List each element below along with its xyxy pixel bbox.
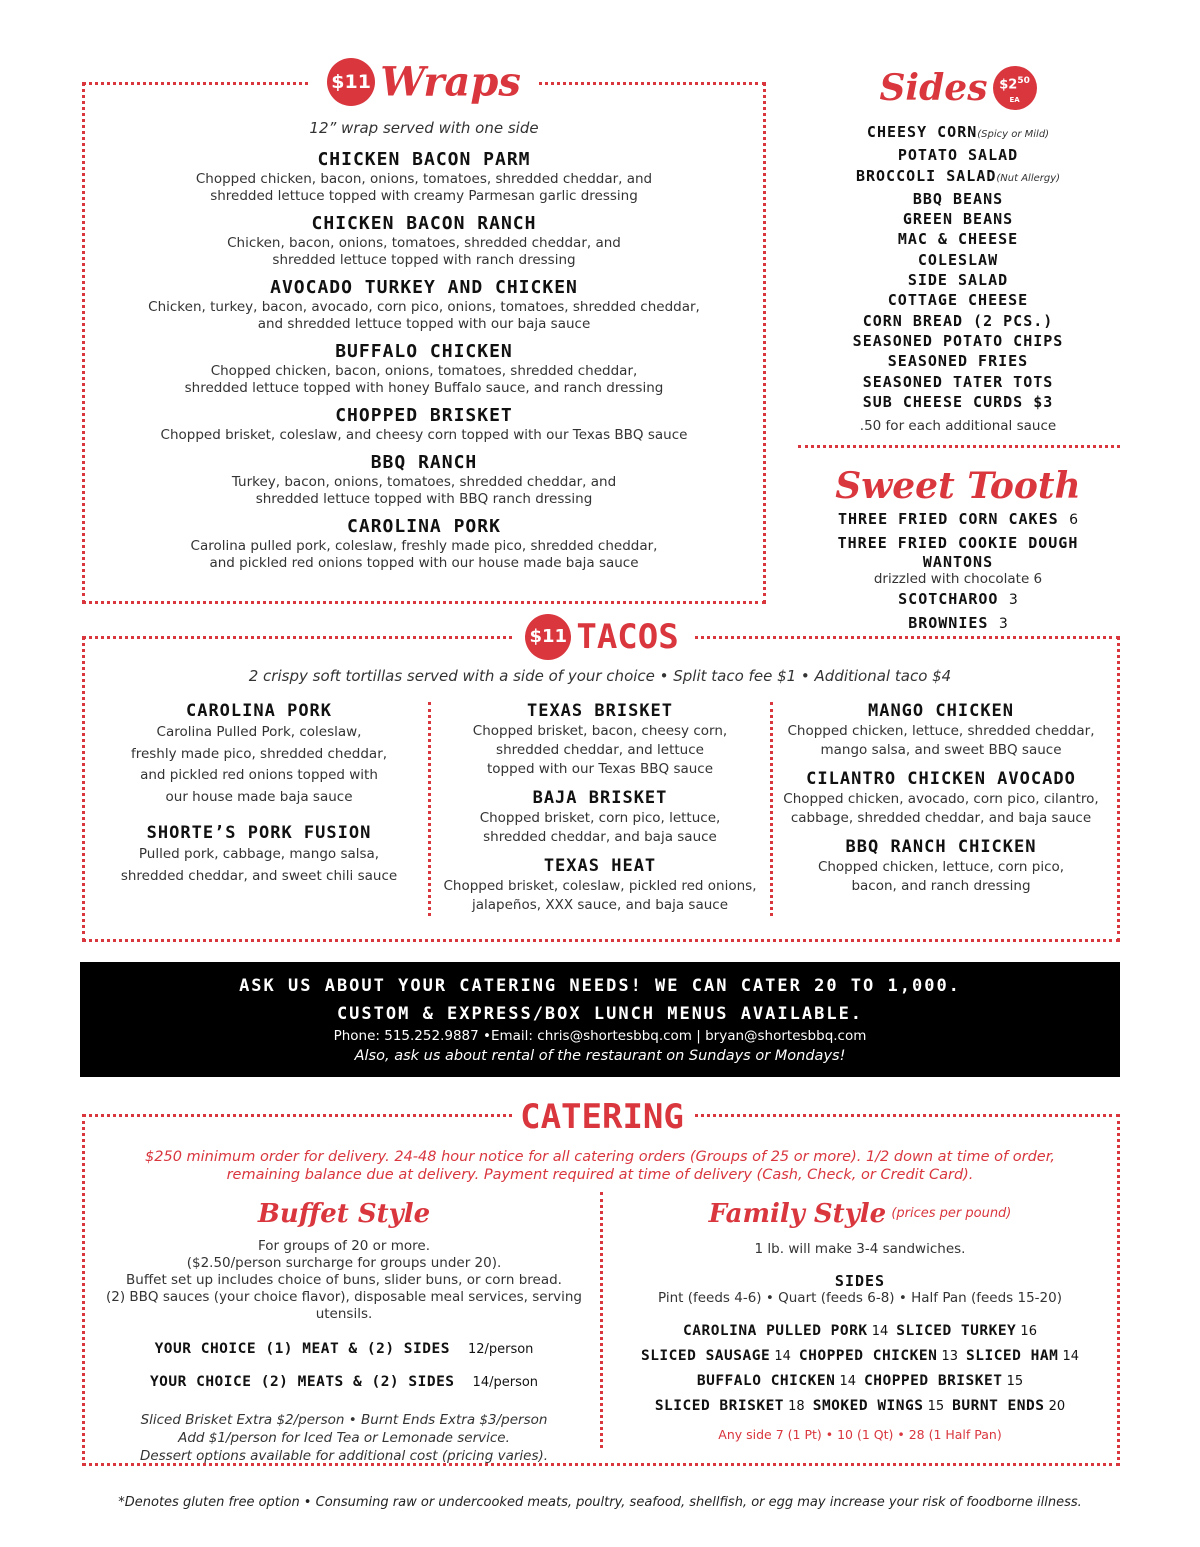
buffet-description-line: For groups of 20 or more. — [257, 1238, 431, 1254]
wrap-item-name: CHICKEN BACON RANCH — [311, 213, 537, 234]
family-meat-price: 14 — [1058, 1349, 1080, 1364]
tacos-title: TACOS — [576, 617, 679, 657]
wrap-item — [100, 516, 748, 572]
tacos-subtitle: 2 crispy soft tortillas served with a side of your choice • Split taco fee $1 • Additional taco $4 — [248, 667, 952, 685]
side-item — [800, 311, 1116, 331]
family-meat-name: BURNT ENDS — [952, 1398, 1045, 1414]
side-item-name: SEASONED FRIES — [887, 352, 1029, 371]
wrap-item-name: AVOCADO TURKEY AND CHICKEN — [270, 277, 578, 298]
footer-disclaimer: *Denotes gluten free option • Consuming raw or undercooked meats, poultry, seafood, shellfish, or egg may increase your risk of foodborne illness. — [118, 1495, 1082, 1510]
side-item-name: CHEESY CORN — [866, 123, 978, 141]
family-note: (prices per pound) — [891, 1206, 1012, 1221]
family-meat-item — [896, 1323, 1037, 1339]
family-meat-row — [608, 1394, 1112, 1419]
wrap-item-name: CAROLINA PORK — [347, 516, 501, 537]
wrap-item-description: Chicken, turkey, bacon, avocado, corn pico, onions, tomatoes, shredded cheddar, — [148, 299, 700, 315]
wraps-content — [100, 120, 748, 580]
taco-item-name: SHORTE’S PORK FUSION — [146, 823, 372, 843]
family-meat-item — [952, 1398, 1065, 1414]
taco-item-description: Chopped brisket, corn pico, lettuce, — [479, 810, 721, 826]
side-item-name: COTTAGE CHEESE — [887, 291, 1029, 310]
wrap-item-description: Chopped chicken, bacon, onions, tomatoes, shredded cheddar, — [210, 363, 638, 379]
wrap-item-description: Chopped brisket, coleslaw, and cheesy corn topped with our Texas BBQ sauce — [160, 427, 688, 443]
taco-item-description: our house made baja sauce — [165, 788, 353, 805]
wrap-item-description: Turkey, bacon, onions, tomatoes, shredded cheddar, and — [231, 474, 617, 490]
taco-item-description: topped with our Texas BBQ sauce — [486, 761, 714, 777]
wrap-item — [100, 405, 748, 444]
tacos-divider-1 — [428, 702, 431, 916]
tacos-price-badge: $11 — [525, 614, 571, 660]
family-meat-name: SLICED TURKEY — [896, 1323, 1017, 1339]
side-item-name: MAC & CHEESE — [897, 230, 1019, 249]
family-meat-item — [813, 1398, 944, 1414]
taco-item-description: shredded cheddar, and lettuce — [496, 742, 704, 758]
family-meat-item — [683, 1323, 888, 1339]
buffet-option — [92, 1366, 596, 1399]
family-meat-row — [608, 1369, 1112, 1394]
family-meat-price: 14 — [867, 1324, 889, 1339]
family-title: Family Style — [708, 1199, 887, 1229]
side-item-name: SIDE SALAD — [907, 271, 1009, 290]
family-sides-sizes: Pint (feeds 4-6) • Quart (feeds 6-8) • Half Pan (feeds 15-20) — [658, 1290, 1062, 1306]
buffet-note-line: Sliced Brisket Extra $2/person • Burnt Ends Extra $3/person — [140, 1412, 548, 1428]
family-meat-name: SLICED SAUSAGE — [640, 1348, 771, 1364]
family-meats — [608, 1319, 1112, 1419]
sweet-tooth-title: Sweet Tooth — [835, 465, 1081, 507]
catering-header — [512, 1094, 692, 1140]
family-meat-item — [864, 1373, 1023, 1389]
side-item-name: CORN BREAD (2 PCS.) — [862, 311, 1054, 330]
sides-price-cents: 50 — [1017, 76, 1030, 86]
tacos-divider-2 — [770, 702, 773, 916]
family-description: 1 lb. will make 3-4 sandwiches. — [754, 1241, 966, 1257]
taco-item-description: Chopped chicken, avocado, corn pico, cilantro, — [783, 791, 1099, 807]
family-meat-name: CAROLINA PULLED PORK — [683, 1323, 868, 1339]
buffet-options — [92, 1333, 596, 1399]
family-meat-name: SLICED BRISKET — [654, 1398, 785, 1414]
side-item-name: SEASONED POTATO CHIPS — [852, 331, 1064, 350]
family-meat-price: 20 — [1044, 1399, 1066, 1414]
taco-item-description: Chopped brisket, bacon, cheesy corn, — [472, 723, 728, 739]
family-meat-name: BUFFALO CHICKEN — [696, 1373, 836, 1389]
side-item-note: (Spicy or Mild) — [977, 129, 1050, 140]
buffet-note-line: Dessert options available for additional cost (pricing varies). — [139, 1448, 549, 1464]
taco-item — [440, 700, 760, 779]
side-item-name: BROCCOLI SALAD — [855, 166, 997, 185]
side-item — [800, 331, 1116, 351]
taco-item-name: TEXAS HEAT — [543, 856, 657, 876]
catering-divider — [600, 1192, 603, 1448]
family-meat-price: 14 — [770, 1349, 791, 1364]
family-meat-name: CHOPPED BRISKET — [864, 1373, 1003, 1389]
taco-item — [780, 700, 1102, 760]
family-meat-price: 18 — [784, 1399, 805, 1414]
buffet-title: Buffet Style — [257, 1199, 431, 1229]
taco-item-description: and pickled red onions topped with — [140, 767, 378, 783]
sides-price-dollars: $2 — [999, 77, 1018, 93]
wrap-item — [100, 277, 748, 333]
family-header — [608, 1196, 1112, 1235]
wraps-list — [100, 149, 748, 572]
wrap-item-name: CHICKEN BACON PARM — [317, 149, 531, 170]
family-meat-item — [799, 1348, 958, 1364]
side-item-name: COLESLAW — [917, 250, 999, 269]
buffet-notes — [92, 1411, 596, 1465]
side-item-note: (Nut Allergy) — [996, 172, 1061, 184]
wrap-item-description: and pickled red onions topped with our house made baja sauce — [209, 555, 639, 571]
dessert-name: THREE FRIED COOKIE DOUGH WANTONS — [837, 534, 1079, 571]
buffet-style — [92, 1196, 596, 1465]
side-item — [800, 229, 1116, 249]
buffet-option-name: YOUR CHOICE (2) MEATS & (2) SIDES — [149, 1374, 455, 1390]
side-item-name: BBQ BEANS — [912, 189, 1004, 208]
taco-item-description: mango salsa, and sweet BBQ sauce — [820, 742, 1062, 758]
side-item-name: SEASONED TATER TOTS — [862, 372, 1054, 391]
buffet-option-name: YOUR CHOICE (1) MEAT & (2) SIDES — [154, 1341, 450, 1357]
side-item — [800, 372, 1116, 392]
taco-item-description: shredded cheddar, and baja sauce — [483, 829, 717, 845]
dessert-price: 3 — [1004, 592, 1018, 608]
wrap-item-description: shredded lettuce topped with BBQ ranch dressing — [255, 491, 593, 507]
catering-banner — [80, 962, 1120, 1077]
banner-contact: Phone: 515.252.9887 •Email: chris@shortesbbq.com | bryan@shortesbbq.com — [333, 1028, 867, 1044]
dessert-item-name — [800, 590, 1116, 610]
buffet-note-line: Add $1/person for Iced Tea or Lemonade service. — [178, 1430, 510, 1446]
family-meat-price: 15 — [923, 1399, 945, 1414]
dessert-name: THREE FRIED CORN CAKES — [837, 510, 1059, 528]
wrap-item — [100, 213, 748, 269]
taco-item-description: cabbage, shredded cheddar, and baja sauce — [790, 810, 1092, 826]
dessert-price: 3 — [994, 616, 1008, 632]
taco-item-description: Carolina Pulled Pork, coleslaw, — [156, 724, 362, 740]
sides-price-badge — [993, 66, 1037, 110]
wraps-header — [310, 58, 538, 112]
side-item — [800, 290, 1116, 310]
taco-item-description: Pulled pork, cabbage, mango salsa, — [138, 846, 380, 862]
wrap-item — [100, 452, 748, 508]
wrap-item-description: Chopped chicken, bacon, onions, tomatoes, shredded cheddar, and — [195, 171, 653, 187]
wrap-item-name: BUFFALO CHICKEN — [335, 341, 513, 362]
taco-item-description: shredded cheddar, and sweet chili sauce — [120, 867, 398, 884]
buffet-description-line: ($2.50/person surcharge for groups under 20). — [186, 1255, 502, 1271]
catering-notice-line-1: $250 minimum order for delivery. 24-48 hour notice for all catering orders (Groups of 25 or more). 1/2 down at time of order, — [145, 1149, 1055, 1165]
taco-item — [780, 768, 1102, 828]
side-item-name: POTATO SALAD — [897, 146, 1019, 165]
wrap-item-description: shredded lettuce topped with ranch dressing — [272, 252, 576, 268]
sides-list — [800, 122, 1116, 435]
taco-item-name: TEXAS BRISKET — [526, 701, 674, 721]
family-meat-item — [641, 1348, 791, 1364]
side-item — [800, 145, 1116, 165]
side-item — [800, 392, 1116, 412]
sides-divider — [798, 445, 1120, 448]
side-item — [800, 166, 1116, 189]
buffet-option-price: 12/person — [467, 1342, 534, 1357]
family-meat-item — [697, 1373, 856, 1389]
catering-notice — [100, 1148, 1100, 1184]
family-any-side: Any side 7 (1 Pt) • 10 (1 Qt) • 28 (1 Half Pan) — [718, 1427, 1002, 1442]
tacos-column-1 — [100, 700, 418, 901]
banner-rental: Also, ask us about rental of the restaurant on Sundays or Mondays! — [354, 1048, 846, 1064]
catering-notice-line-2: remaining balance due at delivery. Payment required at time of delivery (Cash, Check, or Credit Card). — [226, 1167, 974, 1183]
taco-item-name: BAJA BRISKET — [532, 788, 668, 808]
taco-item-name: CAROLINA PORK — [185, 701, 333, 721]
family-meat-item — [966, 1348, 1079, 1364]
dessert-item — [800, 534, 1116, 586]
taco-item-name: CILANTRO CHICKEN AVOCADO — [806, 769, 1076, 789]
taco-item — [100, 822, 418, 887]
family-meat-name: CHOPPED CHICKEN — [798, 1348, 938, 1364]
family-meat-price: 15 — [1002, 1374, 1024, 1389]
tacos-column-2 — [440, 700, 760, 923]
sides-header — [800, 66, 1116, 116]
wraps-price-badge: $11 — [327, 58, 375, 106]
side-item — [800, 270, 1116, 290]
side-item — [800, 189, 1116, 209]
family-meat-price: 14 — [835, 1374, 856, 1389]
dessert-item-name — [800, 534, 1116, 572]
taco-item-description: Chopped brisket, coleslaw, pickled red onions, — [443, 878, 757, 894]
wraps-title: Wraps — [380, 58, 521, 106]
side-item — [800, 250, 1116, 270]
family-meat-row — [608, 1319, 1112, 1344]
tacos-column-3 — [780, 700, 1102, 904]
family-meat-price: 13 — [937, 1349, 959, 1364]
taco-item — [440, 855, 760, 915]
side-item — [800, 122, 1116, 145]
buffet-option — [92, 1333, 596, 1366]
taco-item — [100, 700, 418, 808]
dessert-price: 6 — [1064, 512, 1079, 528]
family-style — [608, 1196, 1112, 1442]
wrap-item-description: Carolina pulled pork, coleslaw, freshly made pico, shredded cheddar, — [190, 538, 658, 554]
buffet-option-price: 14/person — [472, 1375, 539, 1390]
wrap-item — [100, 341, 748, 397]
taco-item-description: freshly made pico, shredded cheddar, — [130, 745, 388, 762]
taco-item — [440, 787, 760, 847]
sides-title: Sides — [879, 67, 988, 109]
sides-price-unit: EA — [1009, 96, 1020, 105]
dessert-name: SCOTCHAROO — [898, 590, 999, 608]
family-meat-name: SMOKED WINGS — [812, 1398, 924, 1414]
banner-line-2: CUSTOM & EXPRESS/BOX LUNCH MENUS AVAILABLE. — [336, 1004, 864, 1024]
wrap-item-description: and shredded lettuce topped with our baja sauce — [257, 316, 591, 332]
catering-title: CATERING — [520, 1097, 684, 1137]
taco-item-name: MANGO CHICKEN — [867, 701, 1015, 721]
taco-item — [780, 836, 1102, 896]
wrap-item — [100, 149, 748, 205]
family-sides-title: SIDES — [834, 1272, 886, 1290]
family-meat-item — [655, 1398, 805, 1414]
side-item — [800, 351, 1116, 371]
family-meat-price: 16 — [1016, 1324, 1037, 1339]
taco-item-description: Chopped chicken, lettuce, corn pico, — [817, 859, 1065, 875]
taco-item-name: BBQ RANCH CHICKEN — [845, 837, 1037, 857]
wrap-item-name: CHOPPED BRISKET — [335, 405, 513, 426]
taco-item-description: bacon, and ranch dressing — [851, 878, 1031, 894]
sweet-tooth-section — [800, 462, 1116, 638]
dessert-item — [800, 510, 1116, 530]
wrap-item-description: Chicken, bacon, onions, tomatoes, shredded cheddar, and — [227, 235, 621, 251]
dessert-description: drizzled with chocolate 6 — [873, 571, 1043, 587]
dessert-name: BROWNIES — [908, 614, 989, 632]
buffet-description — [92, 1238, 596, 1323]
wrap-item-description: shredded lettuce topped with creamy Parmesan garlic dressing — [210, 188, 638, 204]
sides-footnote: .50 for each additional sauce — [859, 418, 1057, 435]
family-meat-row — [608, 1344, 1112, 1369]
dessert-item — [800, 614, 1116, 634]
taco-item-description: Chopped chicken, lettuce, shredded cheddar, — [787, 723, 1095, 739]
wrap-item-name: BBQ RANCH — [370, 452, 478, 473]
taco-item-description: jalapeños, XXX sauce, and baja sauce — [472, 897, 728, 913]
dessert-item-name — [800, 510, 1116, 530]
wrap-item-description: shredded lettuce topped with honey Buffalo sauce, and ranch dressing — [184, 380, 664, 396]
side-item-name: GREEN BEANS — [902, 210, 1014, 229]
family-meat-name: SLICED HAM — [966, 1348, 1059, 1364]
buffet-description-line: Buffet set up includes choice of buns, slider buns, or corn bread. — [126, 1272, 562, 1288]
tacos-header — [512, 614, 692, 666]
dessert-item — [800, 590, 1116, 610]
side-item-name: SUB CHEESE CURDS $3 — [862, 392, 1054, 411]
side-item — [800, 209, 1116, 229]
banner-line-1: ASK US ABOUT YOUR CATERING NEEDS! WE CAN CATER 20 TO 1,000. — [239, 976, 961, 996]
wraps-subtitle: 12” wrap served with one side — [309, 119, 539, 137]
buffet-description-line: (2) BBQ sauces (your choice flavor), disposable meal services, serving utensils. — [105, 1289, 583, 1322]
dessert-item-name — [800, 614, 1116, 634]
